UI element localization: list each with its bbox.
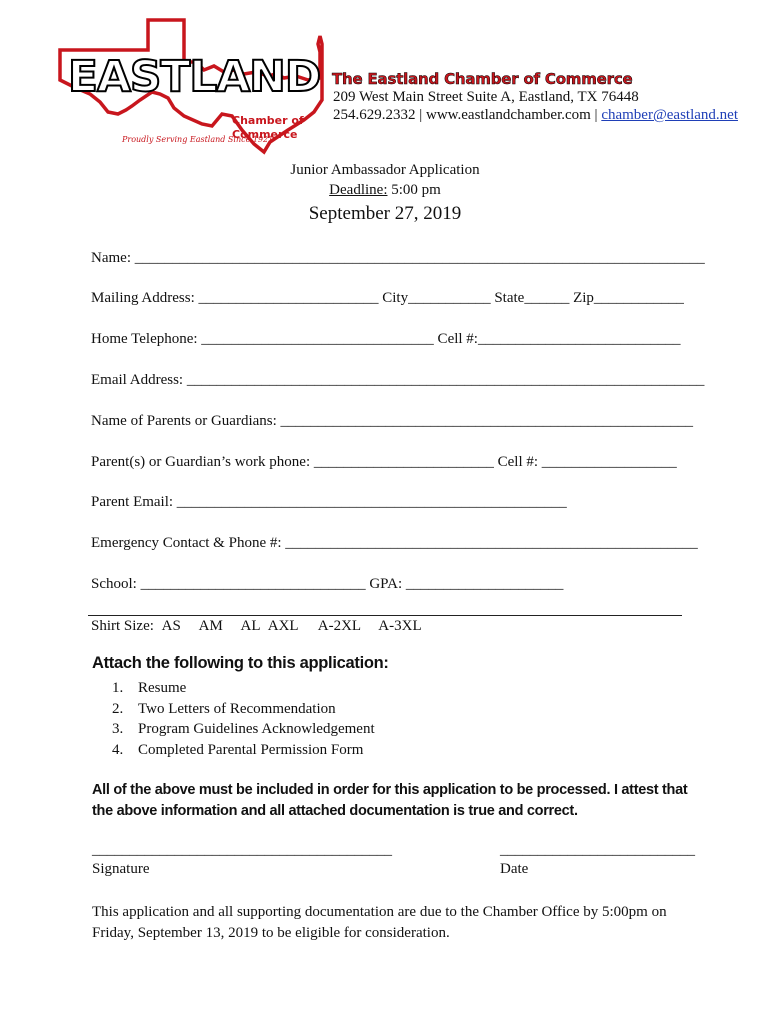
list-item — [112, 740, 375, 761]
parents-name-field[interactable]: Name of Parents or Guardians: _______________________________________________________ — [91, 413, 694, 429]
submission-note: This application and all supporting documentation are due to the Chamber Office by 5:00pm on Friday, September 13, 2019 to be eligible for consideration. — [92, 904, 667, 941]
org-name: The Eastland Chamber of Commerce — [332, 70, 633, 88]
deadline-date: September 27, 2019 — [308, 203, 462, 224]
shirt-size-option[interactable]: AS — [161, 618, 181, 634]
shirt-size-option[interactable]: A-3XL — [378, 618, 422, 634]
list-label: Resume — [138, 680, 187, 696]
shirt-size-label: Shirt Size: — [91, 618, 154, 634]
shirt-size-option[interactable]: AXL — [267, 618, 299, 634]
email-address-field[interactable]: Email Address: _____________________________________________________________________ — [91, 372, 705, 388]
shirt-size-option[interactable]: AL — [240, 618, 260, 634]
logo-subtitle-2: Commerce — [232, 128, 298, 141]
section-divider — [88, 615, 682, 616]
attestation-text: All of the above must be included in order for this application to be processed. I attest that the above information and all attached documentation is true and correct. — [92, 782, 688, 819]
list-item — [112, 699, 375, 720]
deadline-time: 5:00 pm — [387, 182, 441, 198]
date-field[interactable]: __________________________ — [500, 842, 695, 858]
mailing-address-field[interactable]: Mailing Address: ________________________ City___________ State______ Zip____________ — [91, 290, 684, 306]
deadline-label: Deadline: — [329, 182, 388, 198]
chamber-logo — [56, 16, 326, 156]
list-number: 2. — [112, 700, 124, 717]
logo-tagline: Proudly Serving Eastland Since 1921 — [122, 135, 274, 144]
shirt-size-row — [91, 618, 422, 635]
list-item — [112, 719, 375, 740]
org-email-link[interactable]: chamber@eastland.net — [601, 107, 738, 123]
org-contact-text: 254.629.2332 | www.eastlandchamber.com | — [333, 107, 602, 123]
attachments-list — [112, 678, 375, 760]
deadline-line — [0, 182, 770, 199]
list-label: Completed Parental Permission Form — [138, 741, 364, 758]
parent-work-phone-field[interactable]: Parent(s) or Guardian’s work phone: ________________________ Cell #: __________________ — [91, 454, 677, 470]
form-title: Junior Ambassador Application — [290, 162, 480, 178]
list-number: 3. — [112, 721, 124, 737]
date-label: Date — [500, 861, 529, 877]
attachments-heading: Attach the following to this application: — [92, 654, 389, 672]
list-label: Two Letters of Recommendation — [138, 700, 336, 717]
home-telephone-field[interactable]: Home Telephone: _______________________________ Cell #:___________________________ — [91, 331, 681, 347]
list-number: 4. — [112, 741, 124, 758]
school-gpa-field[interactable]: School: ______________________________ GPA: _____________________ — [91, 576, 564, 592]
logo-word: EASTLAND — [68, 52, 321, 102]
shirt-size-option[interactable]: AM — [198, 618, 223, 634]
name-field[interactable]: Name: ____________________________________________________________________________ — [91, 250, 705, 266]
emergency-contact-field[interactable]: Emergency Contact & Phone #: _______________________________________________________ — [91, 535, 698, 551]
org-contact — [333, 107, 738, 124]
list-number: 1. — [112, 680, 124, 696]
signature-field[interactable]: ________________________________________ — [92, 842, 392, 858]
org-address: 209 West Main Street Suite A, Eastland, TX 76448 — [333, 89, 639, 105]
signature-label: Signature — [92, 861, 150, 877]
list-item — [112, 678, 375, 699]
logo-subtitle-1: Chamber of — [232, 114, 304, 127]
parent-email-field[interactable]: Parent Email: ____________________________________________________ — [91, 494, 567, 510]
shirt-size-option[interactable]: A-2XL — [317, 618, 361, 634]
list-label: Program Guidelines Acknowledgement — [138, 721, 375, 737]
